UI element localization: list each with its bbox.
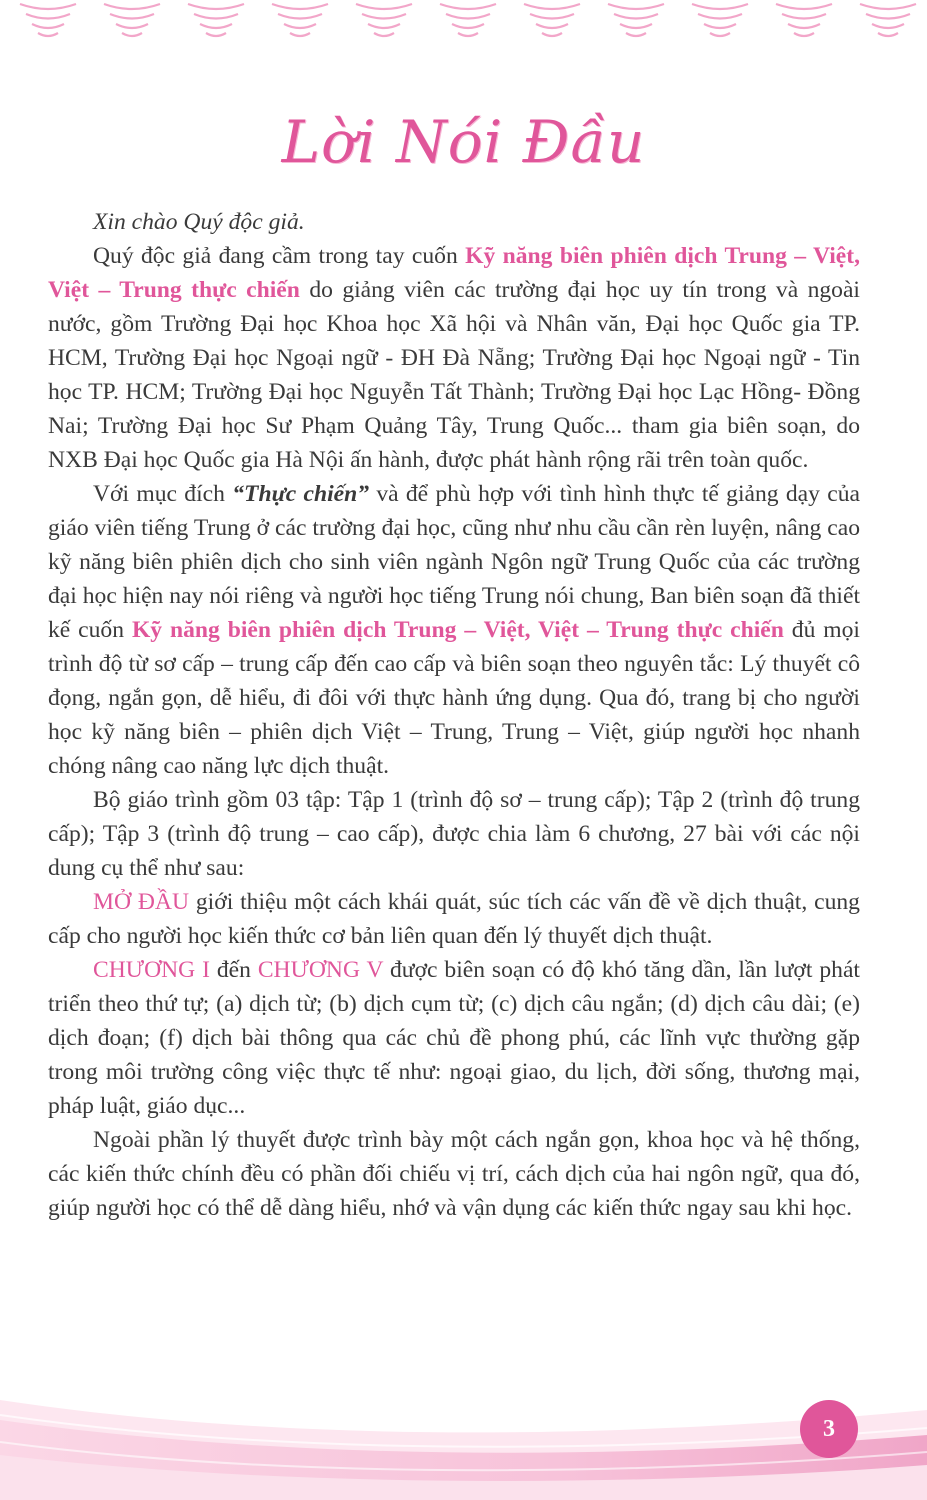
page-number-badge: 3 [800, 1400, 858, 1458]
mo-dau-label: MỞ ĐẦU [93, 889, 189, 915]
text-span: Quý độc giả đang cầm trong tay cuốn [93, 243, 466, 269]
text-span: được biên soạn có độ khó tăng dần, lần lượt phát triển theo thứ tự; (a) dịch từ; (b) dịch cụm từ; (c) dịch câu ngắn; (d) dịch câu dài; (e) dịch đoạn; (f) dịch bài thông qua các chủ đề phong phú, các lĩnh vực thường gặp trong môi trường công việc thực tế như: ngoại giao, du lịch, đời sống, thương mại, pháp luật, giáo dục... [48, 957, 860, 1119]
purpose-paragraph [48, 477, 860, 783]
greeting-paragraph [48, 205, 860, 239]
series-paragraph: Bộ giáo trình gồm 03 tập: Tập 1 (trình độ sơ – trung cấp); Tập 2 (trình độ trung cấp); Tập 3 (trình độ trung – cao cấp), được chia làm 6 chương, 27 bài với các nội dung cụ thể như sau: [48, 787, 860, 881]
page-title: Lời Nói Đầu [281, 108, 646, 176]
intro-paragraph [48, 239, 860, 477]
text-span: giới thiệu một cách khái quát, súc tích các vấn đề về dịch thuật, cung cấp cho người học kiến thức cơ bản liên quan đến lý thuyết dịch thuật. [48, 889, 860, 949]
greeting: Xin chào Quý độc giả. [93, 209, 305, 235]
text-span: do giảng viên các trường đại học uy tín trong và ngoài nước, gồm Trường Đại học Khoa học Xã hội và Nhân văn, Đại học Quốc gia TP. HCM, Trường Đại học Ngoại ngữ - ĐH Đà Nẵng; Trường Đại học Ngoại ngữ - Tin học TP. HCM; Trường Đại học Nguyễn Tất Thành; Trường Đại học Lạc Hồng- Đồng Nai; Trường Đại học Sư Phạm Quảng Tây, Trung Quốc... tham gia biên soạn, do NXB Đại học Quốc gia Hà Nội ấn hành, được phát hành rộng rãi trên toàn quốc. [48, 277, 860, 473]
theory-paragraph: Ngoài phần lý thuyết được trình bày một cách ngắn gọn, khoa học và hệ thống, các kiến thức chính đều có phần đối chiếu vị trí, cách dịch của hai ngôn ngữ, qua đó, giúp người học có thể dễ dàng hiểu, nhớ và vận dụng các kiến thức ngay sau khi học. [48, 1127, 860, 1221]
top-decorative-border [0, 0, 927, 48]
text-span: và để phù hợp với tình hình thực tế giảng dạy của giáo viên tiếng Trung ở các trường đại học, cũng như nhu cầu cần rèn luyện, nâng cao kỹ năng biên phiên dịch cho sinh viên ngành Ngôn ngữ Trung Quốc của các trường đại học hiện nay nói riêng và người học tiếng Trung nói chung, Ban biên soạn đã thiết kế cuốn [48, 481, 860, 643]
quote-thuc-chien: “Thực chiến” [232, 481, 370, 507]
book-title: Kỹ năng biên phiên dịch Trung – Việt, Việt – Trung thực chiến [131, 617, 784, 643]
bottom-wave-decoration [0, 1380, 927, 1500]
text-span: đủ mọi trình độ từ sơ cấp – trung cấp đến cao cấp và biên soạn theo nguyên tắc: Lý thuyết cô đọng, ngắn gọn, dễ hiểu, đi đôi với thực hành ứng dụng. Qua đó, trang bị cho người học kỹ năng biên – phiên dịch Việt – Trung, Trung – Việt, giúp người học nhanh chóng nâng cao năng lực dịch thuật. [48, 617, 860, 779]
text-span: đến [209, 957, 258, 983]
chapter-5-label: CHƯƠNG V [257, 957, 384, 983]
chapters-paragraph [48, 953, 860, 1123]
chapter-1-label: CHƯƠNG I [93, 957, 210, 983]
intro-chapter-paragraph [48, 885, 860, 953]
preface-body [48, 205, 860, 1225]
text-span: Với mục đích [93, 481, 233, 507]
book-title: Kỹ năng biên phiên dịch Trung – Việt, Việt – Trung thực chiến [48, 243, 860, 303]
